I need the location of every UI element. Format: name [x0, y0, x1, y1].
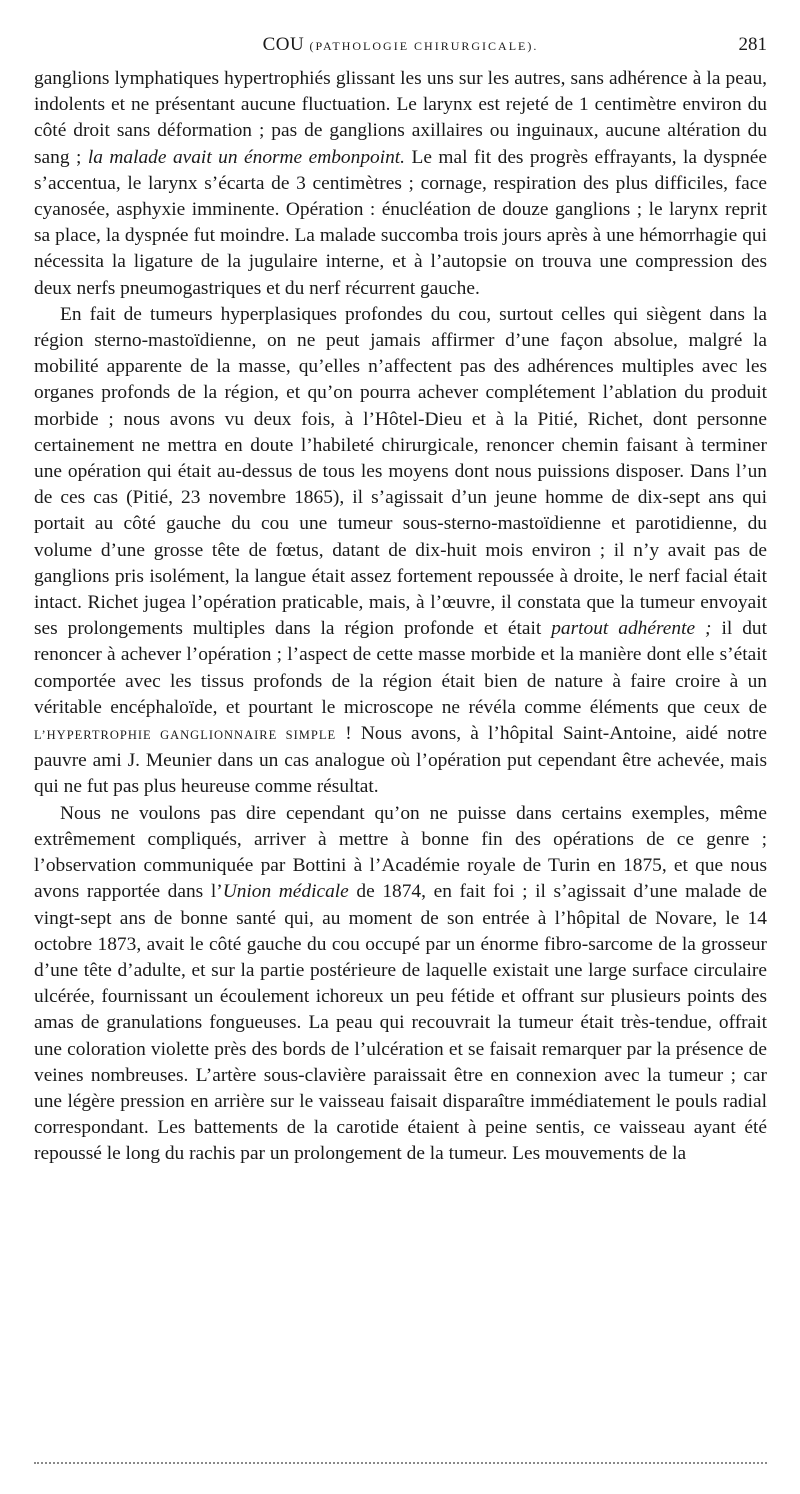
paragraph-1	[34, 66, 767, 302]
paragraph-3-text-c: de 1874, en fait foi ; il s’agissait d’une malade de vingt-sept ans de bonne santé qui, au moment de son entrée à l’hôpital de Novare, le 14 octobre 1873, avait le côté gauche du cou occupé par un énorme fibro-sarcome de la grosseur d’une tête d’adulte, et sur la partie postérieure de laquelle existait une large surface circulaire ulcérée, fournissant un écoulement ichoreux un peu fétide et offrant sur plusieurs points des amas de granulations fongueuses. La peau qui recouvrait la tumeur était très-tendue, offrait une coloration violette près des bords de l’ulcération et se faisait remarquer par la présence de veines nombreuses. L’artère sous-clavière paraissait être en connexion avec la tumeur ; car une légère pression en arrière sur le vaisseau faisait disparaître immédiatement le pouls radial correspondant. Les battements de la carotide étaient à peine sentis, ce vaisseau ayant été repoussé le long du rachis par un prolongement de la tumeur. Les mouvements de la	[34, 881, 767, 1165]
running-title	[34, 32, 767, 59]
paragraph-3-italic: Union médicale	[222, 881, 349, 903]
paragraph-1-italic: la malade avait un énorme embonpoint.	[87, 146, 406, 168]
paragraph-2-text-a: En fait de tumeurs hyperplasiques profondes du cou, surtout celles qui siègent dans la région sterno-mastoïdienne, on ne peut jamais affirmer d’une façon absolue, malgré la mobilité apparente de la masse, qu’elles n’affectent pas des adhérences multiples avec les organes profonds de la région, et qu’on pourra achever complétement l’ablation du produit morbide ; nous avons vu deux fois, à l’Hôtel-Dieu et à la Pitié, Richet, dont personne certainement ne mettra en doute l’habileté chirurgicale, renoncer chemin faisant à terminer une opération qui était au-dessus de tous les moyens dont nous puissions disposer. Dans l’un de ces cas (Pitié, 23 novembre 1865), il s’agissait d’un jeune homme de dix-sept ans qui portait au côté gauche du cou une tumeur sous-sterno-mastoïdienne et parotidienne, du volume d’une grosse tête de fœtus, datant de dix-huit mois environ ; il n’y avait pas de ganglions pris isolément, la langue était assez fortement repoussée à droite, le nerf facial était intact. Richet jugea l’opération praticable, mais, à l’œuvre, il constata que la tumeur envoyait ses prolongements multiples dans la région profonde et était	[34, 303, 767, 640]
body-text	[34, 66, 767, 1168]
page-number: 281	[738, 34, 767, 55]
running-head	[34, 32, 767, 58]
running-title-subtitle: (PATHOLOGIE CHIRURGICALE).	[309, 39, 539, 53]
paragraph-2-text-c: il dut renoncer à achever l’opération ; l’aspect de cette masse morbide et la manière dont elle s’était comportée avec les tissus profonds de la région était bien de nature à faire croire à un véritable encéphaloïde, et pourtant le microscope ne révéla comme éléments que ceux de	[34, 618, 767, 718]
running-title-main: COU	[262, 34, 305, 55]
paragraph-2	[34, 302, 767, 801]
footer-dotted-rule	[34, 1462, 767, 1464]
paragraph-3	[34, 801, 767, 1168]
book-page	[34, 0, 767, 1494]
paragraph-1-text-a: ganglions lymphatiques hypertrophiés glissant les uns sur les autres, sans adhérence à la peau, indolents et ne présentant aucune fluctuation. Le larynx est rejeté de 1 centimètre environ du côté droit sans déformation ; pas de ganglions axillaires ou inguinaux, aucune altération du sang ;	[34, 68, 767, 168]
paragraph-3-text-a: Nous ne voulons pas dire cependant qu’on ne puisse dans certains exemples, même extrêmement compliqués, arriver à mettre à bonne fin des opérations de ce genre ; l’observation communiquée par Bottini à l’Académie royale de Turin en 1875, et que nous avons rapportée dans l’	[34, 802, 767, 903]
paragraph-2-small-caps: L’HYPERTROPHIE GANGLIONNAIRE SIMPLE	[34, 728, 337, 743]
paragraph-2-text-e: ! Nous avons, à l’hôpital Saint-Antoine, aidé notre pauvre ami J. Meunier dans un cas analogue où l’opération put cependant être achevée, mais qui ne fut pas plus heureuse comme résultat.	[34, 723, 767, 798]
paragraph-1-text-c: Le mal fit des progrès effrayants, la dyspnée s’accentua, le larynx s’écarta de 3 centimètres ; cornage, respiration des plus difficiles, face cyanosée, asphyxie imminente. Opération : énucléation de douze ganglions ; le larynx reprit sa place, la dyspnée fut moindre. La malade succomba trois jours après à une hémorrhagie qui nécessita la ligature de la jugulaire interne, et à l’autopsie on trouva une compression des deux nerfs pneumogastriques et du nerf récurrent gauche.	[34, 146, 767, 299]
paragraph-2-italic: partout adhérente ;	[551, 618, 712, 640]
